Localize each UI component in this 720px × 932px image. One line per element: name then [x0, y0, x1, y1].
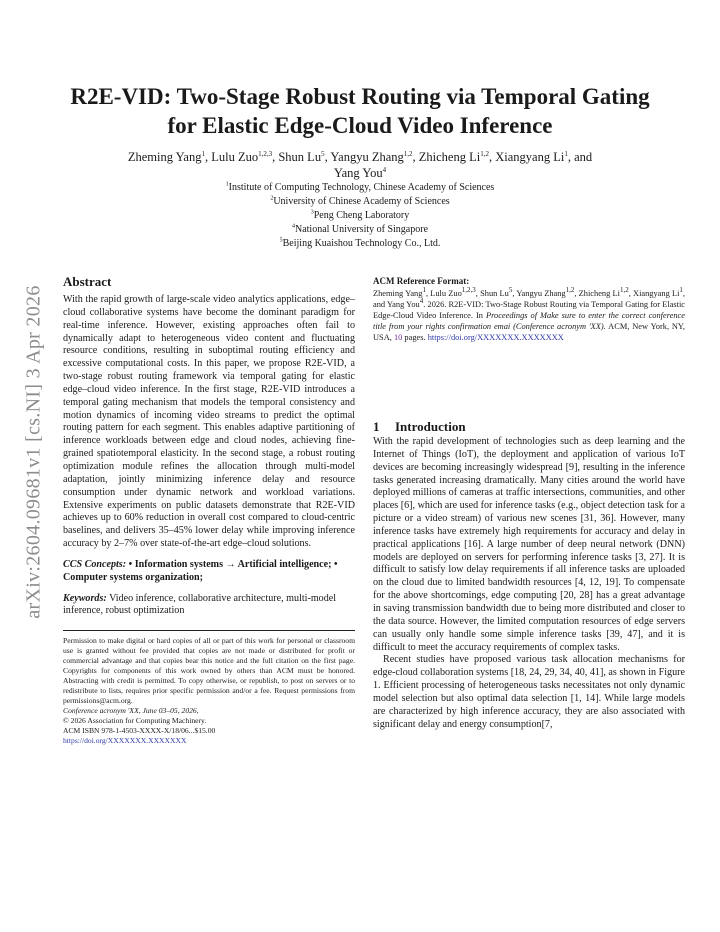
ref-author: Yang You — [386, 300, 420, 309]
ref-publisher: ACM, New York, NY, USA, — [373, 322, 685, 342]
affiliation-text: University of Chinese Academy of Sciences — [273, 196, 450, 207]
author-affil-marker: 1,2,3 — [258, 149, 273, 158]
keywords-text: Video inference, collaborative architecture, multi-model inference, robust optimization — [63, 592, 337, 617]
ref-proceedings: Proceedings of Make sure to enter the correct conference title from your rights confirmation emai (Conference acronym 'XX). — [373, 311, 685, 331]
ref-author: Shun Lu — [480, 289, 509, 298]
intro-paragraph: Recent studies have proposed various task allocation mechanisms for edge-cloud collaboration systems [18, 24, 29, 34, 40, 41], as shown in Figure 1. Efficient processing of heterogeneous tasks necessitates not only dynamic model selection but also optimal data selection [1, 14]. While large models are characterized by high inference accuracy, they are also associated with significant delay and energy consumption[7, — [373, 654, 685, 730]
ref-author: Yangyu Zhang — [516, 289, 566, 298]
ref-author-marker: 5 — [508, 286, 513, 295]
ref-author-marker: 1,2,3 — [461, 286, 476, 295]
ref-author-marker: 1 — [422, 286, 426, 295]
author-affil-marker: 5 — [321, 149, 325, 158]
author-affil-marker: 4 — [382, 165, 387, 174]
keywords-label: Keywords: — [63, 592, 107, 604]
section-number: 1 — [373, 419, 380, 434]
affiliation — [120, 181, 600, 195]
abstract-heading: Abstract — [63, 274, 112, 289]
affiliation-text: Institute of Computing Technology, Chinese Academy of Sciences — [228, 182, 495, 193]
author-affil-marker: 1 — [564, 149, 568, 158]
ref-author: Zhicheng Li — [578, 289, 620, 298]
author-name: Lulu Zuo — [211, 150, 259, 164]
arxiv-stamp-text: arXiv:2604.09681v1 [cs.NI] 3 Apr 2026 — [22, 285, 45, 619]
conference-line: Conference acronym 'XX, June 03–05, 2026, — [63, 706, 199, 716]
isbn-line: ACM ISBN 978-1-4503-XXXX-X/18/06...$15.00 — [63, 726, 216, 736]
ref-author-marker: 1,2 — [565, 286, 575, 295]
permission-block — [63, 636, 355, 746]
paper-title: R2E-VID: Two-Stage Robust Routing via Temporal Gating for Elastic Edge-Cloud Video Inference — [70, 84, 650, 138]
affiliation — [120, 237, 600, 251]
introduction-heading — [373, 419, 466, 435]
ccs-concepts — [63, 559, 355, 585]
acm-reference-heading: ACM Reference Format: — [373, 276, 470, 286]
author-name: Zhicheng Li — [418, 150, 481, 164]
author-affil-marker: 1,2 — [480, 149, 489, 158]
author-name: Yangyu Zhang — [330, 150, 404, 164]
introduction-body — [373, 436, 685, 731]
affiliation-text: Beijing Kuaishou Technology Co., Ltd. — [282, 238, 441, 249]
left-column — [63, 274, 355, 746]
ref-author: Zheming Yang — [373, 289, 423, 298]
ref-pages: 10 — [393, 333, 403, 342]
affiliation-marker: 5 — [279, 237, 283, 244]
affiliation — [120, 209, 600, 223]
ccs-label: CCS Concepts: — [63, 558, 127, 570]
footnote-rule — [63, 630, 355, 631]
affiliation-list — [120, 181, 600, 251]
author-affil-marker: 1 — [201, 149, 205, 158]
keywords — [63, 593, 355, 619]
author-name: Zheming Yang — [127, 150, 202, 164]
ref-pages-suffix: pages. — [402, 333, 428, 342]
author-name: Shun Lu — [278, 150, 322, 164]
affiliation — [120, 195, 600, 209]
author-name: Yang You — [333, 166, 383, 180]
section-title: Introduction — [395, 419, 466, 434]
acm-reference — [373, 276, 685, 343]
abstract-text: With the rapid growth of large-scale video analytics applications, edge–cloud collaborative systems have become the dominant paradigm for real-time inference. However, existing approaches often fail to dynamically adapt to heterogeneous video content and fluctuating resource conditions, resulting in suboptimal routing efficiency and excessive computational costs. In this paper, we propose R2E-VID, a two-stage robust routing framework via temporal gating for elastic edge–cloud video inference. In the first stage, R2E-VID introduces a temporal gating mechanism that models the temporal consistency and motion dynamics of incoming video streams to predict the optimal routing pattern for each segment. This enables adaptive partitioning of inference workloads between edge and cloud nodes, achieving fine-grained spatiotemporal elasticity. In the second stage, a robust routing optimization module refines the allocation through multi-model adaptation, jointly minimizing inference delay and resource consumption under dynamic network and workload variations. Extensive experiments on public datasets demonstrate that R2E-VID achieves up to 60% reduction in overall cost compared to cloud-centric baselines, and delivers 35–45% lower delay while improving inference accuracy by 2–7% over state-of-the-art edge–cloud solutions. — [63, 294, 355, 550]
ref-citation: . 2026. R2E-VID: Two-Stage Robust Routing via Temporal Gating for Elastic Edge-Cloud Video Inference. In — [373, 300, 686, 320]
affiliation-marker: 3 — [310, 209, 314, 216]
affiliation-marker: 2 — [270, 195, 274, 202]
ref-author: Xiangyang Li — [633, 289, 680, 298]
copyright-line: © 2026 Association for Computing Machinery. — [63, 716, 207, 726]
author-name: Xiangyang Li — [495, 150, 565, 164]
affiliation-marker: 1 — [225, 181, 229, 188]
doi-link[interactable]: https://doi.org/XXXXXXX.XXXXXXX — [63, 736, 187, 746]
affiliation — [120, 223, 600, 237]
author-affil-marker: 1,2 — [403, 149, 413, 158]
intro-paragraph: With the rapid development of technologies such as deep learning and the Internet of Things (IoT), the deployment and application of various IoT devices are becoming increasingly widespread [9], resulting in the inference tasks generated increasing dramatically. Many cities around the world have deployed millions of cameras at traffic intersections, communities, and other places [6], which are used for inference tasks (e.g., object detection task for a picture or a video stream) of various new scenes [31, 36]. However, many inference tasks have extremely high requirements for accuracy and delay in practical applications [16]. A large number of deep neural network (DNN) models are deployed on servers for performing inference tasks [3, 27]. It is difficult to satisfy low delay requirements if all inference tasks are uploaded on the cloud due to limited bandwidth resources [4, 12, 19]. To compensate for the above shortcomings, edge computing [20, 28] has a great advantage in saving transmission bandwidth due to being more distributed and closer to the data source. However, the limited computation resources of edge servers can usually only handle some simple inference tasks [39, 47], and it is difficult to meet the accuracy requirements of complex tasks. — [373, 436, 685, 653]
arxiv-stamp — [21, 268, 47, 636]
affiliation-text: Peng Cheng Laboratory — [313, 210, 410, 221]
ref-author-marker: 4 — [419, 297, 424, 306]
ref-author-marker: 1,2 — [619, 286, 629, 295]
ref-doi-link[interactable]: https://doi.org/XXXXXXX.XXXXXXX — [427, 333, 564, 342]
ref-author: Lulu Zuo — [430, 289, 462, 298]
ccs-text: • Information systems → Artificial intelligence; • Computer systems organization; — [63, 558, 338, 583]
permission-text: Permission to make digital or hard copies of all or part of this work for personal or classroom use is granted without fee provided that copies are not made or distributed for profit or commercial advantage and that copies bear this notice and the full citation on the first page. Copyrights for components of this work owned by others than ACM must be honored. Abstracting with credit is permitted. To copy otherwise, or republish, to post on servers or to redistribute to lists, requires prior specific permission and/or a fee. Request permissions from permissions@acm.org. — [63, 636, 355, 706]
author-list: Zheming Yang$^1$, Lulu Zuo$^{1,2,3}$, Shun Lu$^5$, Yangyu Zhang$^{1,2}$, Zhicheng Li$^{1,2}$, Xiangyang Li$^1$, and Yang You$^4$ — [127, 149, 593, 180]
acm-reference-text: Zheming Yang$^1$, Lulu Zuo$^{1,2,3}$, Shun Lu$^5$, Yangyu Zhang$^{1,2}$, Zhicheng Li$^{1,2}$, Xiangyang Li$^1$, and Yang You$^4$. 2026. R2E-VID: Two-Stage Robust Routing via Temporal Gating for Elastic Edge-Cloud Video Inference. In Proceedings of Make sure to enter the correct conference title from your rights confirmation emai (Conference acronym 'XX). ACM, New York, NY, USA, 10 pages. https://doi.org/XXXXXXX.XXXXXXX — [373, 286, 686, 342]
affiliation-text: National University of Singapore — [294, 224, 429, 235]
affiliation-marker: 4 — [291, 223, 295, 230]
ref-author-marker: 1 — [679, 286, 683, 295]
